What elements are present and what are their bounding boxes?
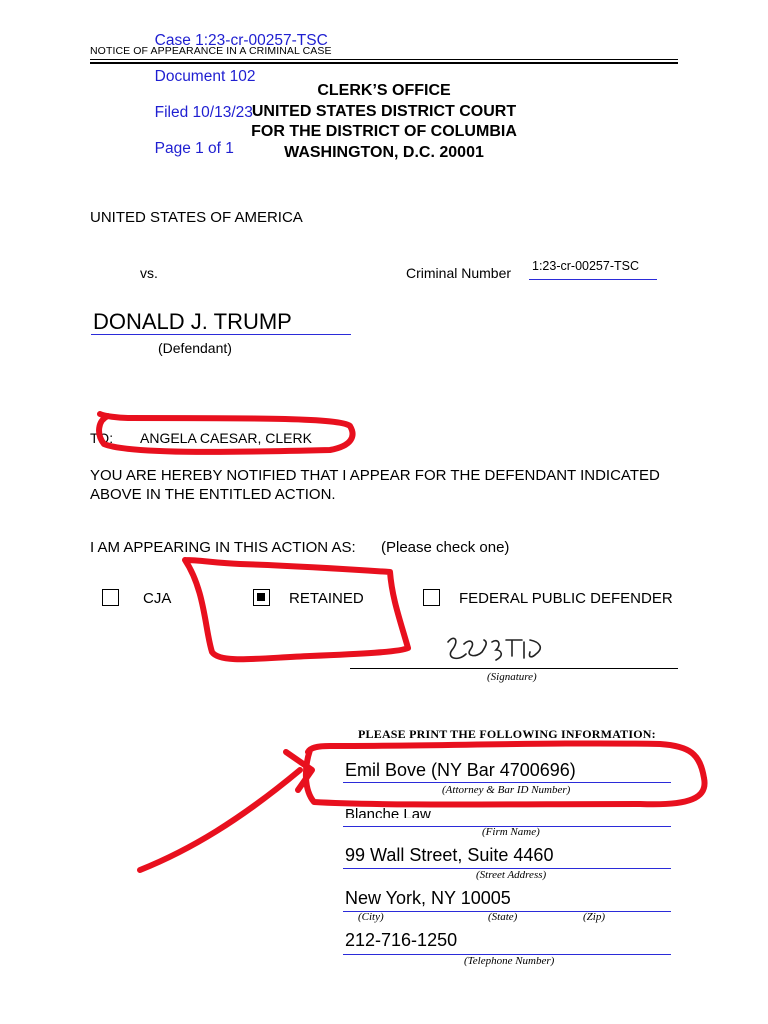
form-title: NOTICE OF APPEARANCE IN A CRIMINAL CASE [90,45,332,57]
court-line-1: CLERK’S OFFICE [317,82,451,99]
option-retained-label: RETAINED [289,590,364,607]
attorney-name: Emil Bove (NY Bar 4700696) [345,760,576,780]
court-line-4: WASHINGTON, D.C. 20001 [284,143,484,161]
signature-label: (Signature) [487,671,537,683]
attorney-label: (Attorney & Bar ID Number) [442,784,571,796]
street-address: 99 Wall Street, Suite 4460 [345,845,554,865]
versus: vs. [140,265,158,281]
firm-label: (Firm Name) [482,826,540,838]
appearing-label: I AM APPEARING IN THIS ACTION AS: [90,539,356,556]
notice-line-2: ABOVE IN THE ENTITLED ACTION. [90,486,336,503]
circle-to-clerk [99,414,352,452]
plaintiff: UNITED STATES OF AMERICA [90,209,303,226]
court-line-2: UNITED STATES DISTRICT COURT [251,102,517,120]
print-info-heading: PLEASE PRINT THE FOLLOWING INFORMATION: [358,727,656,741]
to-label: TO: [90,430,114,446]
arrow-line [140,770,300,870]
option-fpd-label: FEDERAL PUBLIC DEFENDER [459,590,673,607]
street-label: (Street Address) [476,869,547,881]
appearing-hint: (Please check one) [381,539,510,556]
state-label: (State) [488,911,518,923]
to-value: ANGELA CAESAR, CLERK [140,430,312,446]
page-number: Page 1 of 1 [154,140,234,157]
circle-retained [185,560,408,659]
defendant-name: DONALD J. TRUMP [93,309,292,334]
option-cja-label: CJA [143,590,172,607]
document-number: Document 102 [154,68,256,85]
phone-label: (Telephone Number) [464,955,555,967]
criminal-number-value: 1:23-cr-00257-TSC [532,259,639,273]
court-line-3: FOR THE DISTRICT OF COLUMBIA [251,123,517,140]
city-state-zip: New York, NY 10005 [345,888,511,908]
defendant-label: (Defendant) [158,340,232,356]
filed-date: Filed 10/13/23 [154,104,253,121]
zip-label: (Zip) [583,911,605,923]
criminal-number-label: Criminal Number [406,265,512,281]
notice-line-1: YOU ARE HEREBY NOTIFIED THAT I APPEAR FOR THE DEFENDANT INDICATED [90,467,660,484]
circle-attorney [306,743,705,804]
firm-name: Blanche Law [345,806,431,818]
telephone-number: 212-716-1250 [345,930,458,950]
case-number: Case 1:23-cr-00257-TSC [154,32,328,49]
city-label: (City) [358,911,384,923]
